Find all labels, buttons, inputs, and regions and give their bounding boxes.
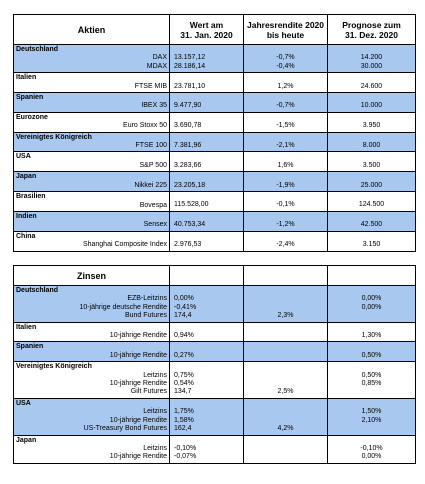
header-empty-3 bbox=[328, 266, 415, 285]
spacer bbox=[246, 287, 325, 295]
spacer bbox=[246, 324, 325, 332]
table-row bbox=[14, 45, 415, 73]
spacer bbox=[174, 213, 241, 221]
wert-value: 3.690,78 bbox=[174, 122, 202, 130]
table-row bbox=[14, 399, 415, 436]
spacer bbox=[246, 173, 325, 181]
rendite-value: -0,4% bbox=[276, 62, 295, 70]
wert-cell bbox=[170, 172, 244, 191]
wert-value: 40.753,34 bbox=[174, 221, 206, 229]
label-cell bbox=[14, 342, 170, 361]
wert-cell bbox=[170, 93, 244, 112]
rendite-cell bbox=[244, 133, 328, 152]
header-empty-2 bbox=[244, 266, 328, 285]
table-row bbox=[14, 323, 415, 343]
table-row bbox=[14, 133, 415, 153]
header-prognose bbox=[328, 15, 415, 44]
country-name: Italien bbox=[16, 323, 37, 331]
spacer bbox=[174, 46, 241, 54]
rendite-value: 1,2% bbox=[277, 82, 294, 90]
wert-value: -0,07% bbox=[174, 453, 197, 461]
prognose-value: 0,50% bbox=[361, 351, 382, 359]
instrument-label: FTSE MIB bbox=[134, 82, 167, 90]
wert-value: 3.283,66 bbox=[174, 161, 202, 169]
rendite-cell bbox=[244, 93, 328, 112]
spacer bbox=[174, 287, 241, 295]
wert-value: 174,4 bbox=[174, 312, 192, 320]
label-cell bbox=[14, 45, 170, 72]
instrument-label: Bovespa bbox=[139, 201, 167, 209]
aktien-header-row bbox=[14, 15, 415, 45]
wert-value: 23.205,18 bbox=[174, 181, 206, 189]
instrument-label: 10-jährige Rendite bbox=[109, 351, 167, 359]
instrument-label: IBEX 35 bbox=[141, 102, 167, 110]
instrument-label: Euro Stoxx 50 bbox=[123, 122, 167, 130]
zinsen-header-row bbox=[14, 266, 415, 286]
label-cell bbox=[14, 152, 170, 171]
spacer bbox=[330, 213, 413, 221]
instrument-label: 10-jährige deutsche Rendite bbox=[79, 303, 167, 311]
rendite-value: -0,7% bbox=[276, 54, 295, 62]
table-row bbox=[14, 172, 415, 192]
rendite-value bbox=[246, 295, 325, 303]
rendite-value: -1,5% bbox=[276, 122, 295, 130]
label-cell bbox=[14, 93, 170, 112]
wert-value: -0,41% bbox=[174, 303, 197, 311]
country-name: USA bbox=[16, 153, 31, 161]
rendite-value: -1,9% bbox=[276, 181, 295, 189]
label-cell bbox=[14, 362, 170, 398]
wert-value: 23.781,10 bbox=[174, 82, 206, 90]
table-row bbox=[14, 286, 415, 323]
rendite-value bbox=[246, 304, 325, 312]
spacer bbox=[174, 173, 241, 181]
instrument-label: Leitzins bbox=[143, 408, 167, 416]
header-text: Aktien bbox=[77, 24, 106, 35]
prognose-value: 30.000 bbox=[360, 62, 383, 70]
prognose-cell bbox=[328, 212, 415, 231]
rendite-value bbox=[246, 408, 325, 416]
wert-cell bbox=[170, 342, 244, 361]
spacer bbox=[246, 46, 325, 54]
spacer bbox=[330, 437, 413, 445]
wert-value: 0,00% bbox=[174, 295, 194, 303]
rendite-cell bbox=[244, 45, 328, 72]
spacer bbox=[174, 134, 241, 142]
aktien-table bbox=[13, 14, 416, 252]
country-name: Spanien bbox=[16, 94, 44, 102]
wert-value: 162,4 bbox=[174, 425, 192, 433]
country-name: Vereinigtes Königreich bbox=[16, 363, 92, 371]
prognose-cell bbox=[328, 399, 415, 435]
wert-value: 1,75% bbox=[174, 408, 194, 416]
label-cell bbox=[14, 192, 170, 211]
prognose-value: 0,85% bbox=[361, 380, 382, 388]
prognose-value: 42.500 bbox=[360, 221, 383, 229]
spacer bbox=[330, 324, 413, 332]
prognose-cell bbox=[328, 152, 415, 171]
spacer bbox=[174, 363, 241, 371]
spacer bbox=[246, 437, 325, 445]
prognose-value: 1,30% bbox=[361, 332, 382, 340]
table-row bbox=[14, 113, 415, 133]
table-row bbox=[14, 152, 415, 172]
prognose-cell bbox=[328, 93, 415, 112]
label-cell bbox=[14, 399, 170, 435]
rendite-cell bbox=[244, 436, 328, 463]
spacer bbox=[330, 400, 413, 408]
wert-value: 134,7 bbox=[174, 388, 192, 396]
wert-cell bbox=[170, 436, 244, 463]
rendite-cell bbox=[244, 152, 328, 171]
wert-value: 7.381,96 bbox=[174, 142, 202, 150]
spacer bbox=[246, 94, 325, 102]
table-row bbox=[14, 436, 415, 463]
wert-cell bbox=[170, 232, 244, 251]
prognose-cell bbox=[328, 436, 415, 463]
table-row bbox=[14, 342, 415, 362]
zinsen-table bbox=[13, 265, 416, 464]
prognose-value: 2,10% bbox=[361, 416, 382, 424]
rendite-cell bbox=[244, 232, 328, 251]
label-cell bbox=[14, 436, 170, 463]
prognose-cell bbox=[328, 192, 415, 211]
prognose-cell bbox=[328, 286, 415, 322]
spacer bbox=[174, 343, 241, 351]
label-cell bbox=[14, 232, 170, 251]
label-cell bbox=[14, 172, 170, 191]
spacer bbox=[330, 114, 413, 122]
spacer bbox=[330, 343, 413, 351]
spacer bbox=[174, 193, 241, 201]
header-empty-1 bbox=[170, 266, 244, 285]
spacer bbox=[246, 343, 325, 351]
aktien-body bbox=[14, 45, 415, 251]
prognose-cell bbox=[328, 362, 415, 398]
rendite-cell bbox=[244, 399, 328, 435]
spacer bbox=[246, 213, 325, 221]
country-name: Deutschland bbox=[16, 46, 59, 53]
prognose-cell bbox=[328, 172, 415, 191]
prognose-value: 0,00% bbox=[361, 453, 382, 461]
country-name: Italien bbox=[16, 74, 37, 82]
wert-value: -0,10% bbox=[174, 444, 197, 452]
wert-cell bbox=[170, 362, 244, 398]
country-name: Brasilien bbox=[16, 193, 46, 201]
wert-value: 0,54% bbox=[174, 380, 194, 388]
wert-value: 0,27% bbox=[174, 351, 194, 359]
rendite-value: -0,7% bbox=[276, 102, 295, 110]
rendite-value bbox=[246, 332, 325, 340]
instrument-label: 10-jährige Rendite bbox=[109, 332, 167, 340]
header-text: Zinsen bbox=[76, 270, 106, 281]
header-text: Jahresrendite 2020 bis heute bbox=[246, 19, 325, 40]
table-row bbox=[14, 192, 415, 212]
table-row bbox=[14, 232, 415, 251]
prognose-value bbox=[330, 425, 413, 433]
wert-cell bbox=[170, 323, 244, 342]
instrument-label: US-Treasury Bond Futures bbox=[83, 425, 167, 433]
wert-value: 2.976,53 bbox=[174, 241, 202, 249]
wert-cell bbox=[170, 73, 244, 92]
label-cell bbox=[14, 212, 170, 231]
spacer bbox=[330, 287, 413, 295]
spacer bbox=[246, 134, 325, 142]
zinsen-body bbox=[14, 286, 415, 463]
prognose-value: 3.150 bbox=[362, 241, 381, 249]
instrument-label: Leitzins bbox=[143, 371, 167, 379]
table-row bbox=[14, 93, 415, 113]
country-name: Eurozone bbox=[16, 113, 48, 121]
prognose-value: 10.000 bbox=[360, 102, 383, 110]
wert-cell bbox=[170, 113, 244, 132]
wert-cell bbox=[170, 286, 244, 322]
label-cell bbox=[14, 113, 170, 132]
prognose-value: 124.500 bbox=[358, 201, 385, 209]
prognose-value bbox=[330, 388, 413, 396]
prognose-value: 0,00% bbox=[361, 303, 382, 311]
wert-value: 0,94% bbox=[174, 332, 194, 340]
prognose-value: 1,50% bbox=[361, 408, 382, 416]
spacer bbox=[246, 74, 325, 82]
rendite-cell bbox=[244, 113, 328, 132]
label-cell bbox=[14, 133, 170, 152]
header-aktien bbox=[14, 15, 170, 44]
rendite-value: -2,4% bbox=[276, 241, 295, 249]
rendite-value: -1,2% bbox=[276, 221, 295, 229]
rendite-value: 4,2% bbox=[277, 425, 294, 433]
rendite-value: 1,6% bbox=[277, 161, 294, 169]
instrument-label: DAX bbox=[152, 54, 167, 62]
country-name: USA bbox=[16, 399, 31, 407]
wert-value: 9.477,90 bbox=[174, 102, 202, 110]
spacer bbox=[174, 114, 241, 122]
rendite-cell bbox=[244, 212, 328, 231]
instrument-label: EZB-Leitzins bbox=[127, 295, 167, 303]
country-name: Spanien bbox=[16, 343, 44, 351]
spacer bbox=[330, 193, 413, 201]
rendite-value bbox=[246, 445, 325, 453]
rendite-value: 2,3% bbox=[277, 312, 294, 320]
label-cell bbox=[14, 73, 170, 92]
spacer bbox=[246, 363, 325, 371]
spacer bbox=[330, 134, 413, 142]
header-text: Wert am 31. Jan. 2020 bbox=[180, 19, 233, 40]
prognose-cell bbox=[328, 232, 415, 251]
instrument-label: FTSE 100 bbox=[135, 142, 167, 150]
country-name: Japan bbox=[16, 436, 37, 444]
instrument-label: Shanghai Composite Index bbox=[82, 241, 167, 249]
rendite-value bbox=[246, 372, 325, 380]
country-name: Japan bbox=[16, 173, 37, 181]
spacer bbox=[246, 233, 325, 241]
prognose-value: 24.600 bbox=[360, 82, 383, 90]
instrument-label: 10-jährige Rendite bbox=[109, 380, 167, 388]
wert-cell bbox=[170, 133, 244, 152]
table-row bbox=[14, 362, 415, 399]
instrument-label: MDAX bbox=[146, 62, 167, 70]
table-row bbox=[14, 73, 415, 93]
rendite-value: 2,5% bbox=[277, 388, 294, 396]
rendite-value bbox=[246, 453, 325, 461]
spacer bbox=[246, 114, 325, 122]
wert-cell bbox=[170, 152, 244, 171]
spacer bbox=[330, 233, 413, 241]
spacer bbox=[330, 74, 413, 82]
spacer bbox=[174, 233, 241, 241]
header-wert bbox=[170, 15, 244, 44]
country-name: Vereinigtes Königreich bbox=[16, 133, 92, 141]
instrument-label: Sensex bbox=[143, 221, 167, 229]
prognose-cell bbox=[328, 73, 415, 92]
spacer bbox=[174, 74, 241, 82]
spacer bbox=[330, 363, 413, 371]
prognose-value: -0,10% bbox=[360, 444, 383, 452]
spacer bbox=[246, 153, 325, 161]
prognose-value bbox=[330, 312, 413, 320]
country-name: Indien bbox=[16, 212, 37, 220]
rendite-cell bbox=[244, 362, 328, 398]
spacer bbox=[174, 324, 241, 332]
country-name: China bbox=[16, 232, 36, 240]
rendite-value bbox=[246, 352, 325, 360]
prognose-cell bbox=[328, 45, 415, 72]
spacer bbox=[174, 400, 241, 408]
prognose-value: 8.000 bbox=[362, 142, 381, 150]
rendite-value bbox=[246, 380, 325, 388]
wert-cell bbox=[170, 45, 244, 72]
rendite-value: -0,1% bbox=[276, 201, 295, 209]
instrument-label: 10-jährige Rendite bbox=[109, 416, 167, 424]
wert-value: 0,75% bbox=[174, 371, 194, 379]
instrument-label: Nikkei 225 bbox=[134, 181, 167, 189]
rendite-cell bbox=[244, 286, 328, 322]
rendite-value bbox=[246, 417, 325, 425]
instrument-label: 10-jährige Rendite bbox=[109, 453, 167, 461]
spacer bbox=[174, 153, 241, 161]
header-rendite bbox=[244, 15, 328, 44]
spacer bbox=[174, 437, 241, 445]
rendite-cell bbox=[244, 73, 328, 92]
spacer bbox=[246, 400, 325, 408]
prognose-cell bbox=[328, 113, 415, 132]
header-text: Prognose zum 31. Dez. 2020 bbox=[342, 19, 401, 40]
spacer bbox=[330, 46, 413, 54]
wert-value: 13.157,12 bbox=[174, 54, 206, 62]
wert-value: 28.186,14 bbox=[174, 62, 206, 70]
instrument-label: S&P 500 bbox=[139, 161, 167, 169]
prognose-value: 0,50% bbox=[361, 371, 382, 379]
prognose-value: 0,00% bbox=[361, 295, 382, 303]
prognose-cell bbox=[328, 342, 415, 361]
instrument-label: Gilt Futures bbox=[130, 388, 167, 396]
spacer bbox=[174, 94, 241, 102]
prognose-cell bbox=[328, 323, 415, 342]
spacer bbox=[246, 193, 325, 201]
rendite-cell bbox=[244, 192, 328, 211]
label-cell bbox=[14, 286, 170, 322]
rendite-cell bbox=[244, 323, 328, 342]
prognose-value: 14.200 bbox=[360, 54, 383, 62]
wert-cell bbox=[170, 192, 244, 211]
label-cell bbox=[14, 323, 170, 342]
wert-cell bbox=[170, 212, 244, 231]
prognose-cell bbox=[328, 133, 415, 152]
table-row bbox=[14, 212, 415, 232]
wert-value: 115.528,00 bbox=[174, 201, 209, 209]
wert-cell bbox=[170, 399, 244, 435]
prognose-value: 3.500 bbox=[362, 161, 381, 169]
prognose-value: 3.950 bbox=[362, 122, 381, 130]
rendite-value: -2,1% bbox=[276, 142, 295, 150]
wert-value: 1,58% bbox=[174, 416, 194, 424]
spacer bbox=[330, 153, 413, 161]
country-name: Deutschland bbox=[16, 287, 59, 294]
instrument-label: Bund Futures bbox=[124, 312, 167, 320]
rendite-cell bbox=[244, 342, 328, 361]
prognose-value: 25.000 bbox=[360, 181, 383, 189]
rendite-cell bbox=[244, 172, 328, 191]
instrument-label: Leitzins bbox=[143, 444, 167, 452]
spacer bbox=[330, 173, 413, 181]
header-zinsen bbox=[14, 266, 170, 285]
spacer bbox=[330, 94, 413, 102]
